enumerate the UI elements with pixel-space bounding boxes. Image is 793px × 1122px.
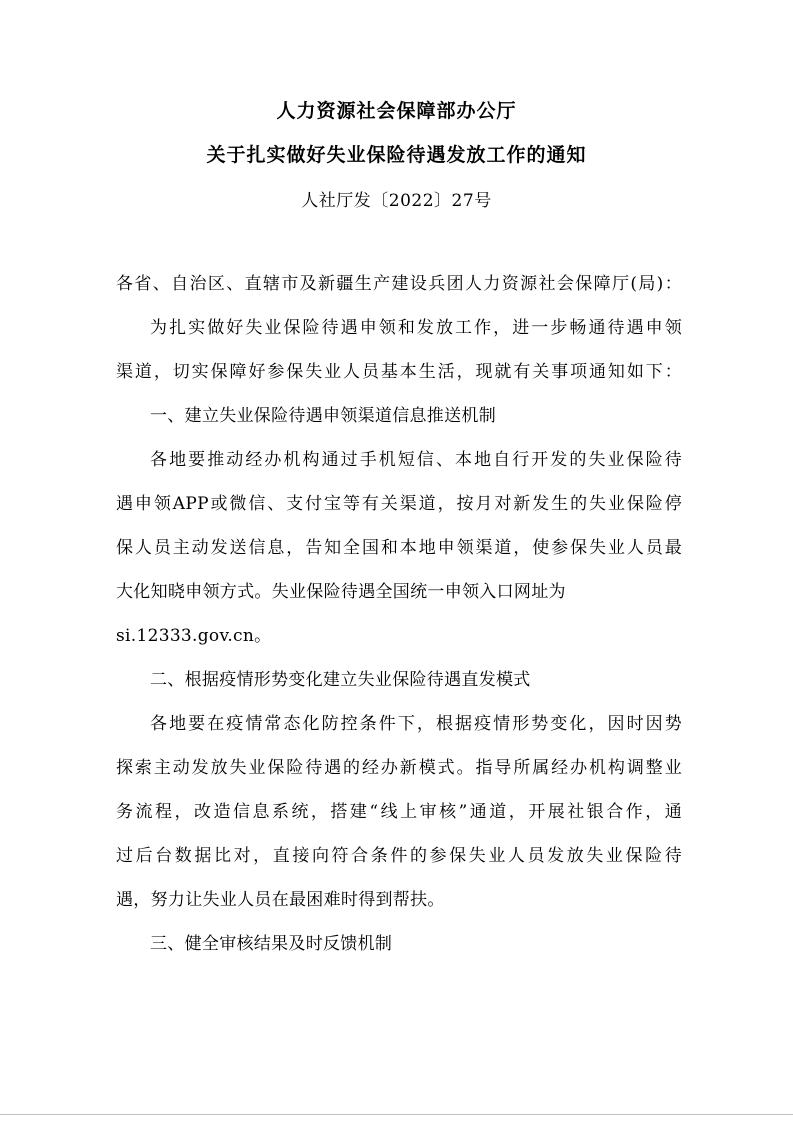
document-title-subject: 关于扎实做好失业保险待遇发放工作的通知 [206,144,587,166]
section-2-line-5: 遇，努力让失业人员在最困难时得到帮扶。 [116,890,445,910]
document-title-issuer: 人力资源社会保障部办公厅 [276,100,517,122]
section-2-line-1: 各地要在疫情常态化防控条件下，根据疫情形势变化，因时因势 [150,714,682,734]
section-2-line-2: 探索主动发放失业保险待遇的经办新模式。指导所属经办机构调整业 [116,758,682,778]
intro-line-1: 为扎实做好失业保险待遇申领和发放工作，进一步畅通待遇申领 [150,318,682,338]
section-1-line-1: 各地要推动经办机构通过手机短信、本地自行开发的失业保险待 [150,450,682,470]
section-2-line-4: 过后台数据比对，直接向符合条件的参保失业人员发放失业保险待 [116,846,682,866]
section-1-line-2: 遇申领APP或微信、支付宝等有关渠道，按月对新发生的失业保险停 [116,494,682,514]
document-number: 人社厅发〔2022〕27号 [301,191,492,211]
section-3-heading: 三、健全审核结果及时反馈机制 [150,934,393,954]
section-2-line-3: 务流程，改造信息系统，搭建“线上审核”通道，开展社银合作，通 [116,802,682,822]
page-bottom-divider [0,1114,793,1115]
section-1-heading: 一、建立失业保险待遇申领渠道信息推送机制 [150,406,496,426]
section-1-line-4: 大化知晓申领方式。失业保险待遇全国统一申领入口网址为 [116,582,566,602]
addressee: 各省、自治区、直辖市及新疆生产建设兵团人力资源社会保障厅(局)： [116,274,682,294]
section-1-url-line: si.12333.gov.cn。 [116,626,272,646]
intro-line-2: 渠道，切实保障好参保失业人员基本生活，现就有关事项通知如下： [116,362,682,382]
section-2-heading: 二、根据疫情形势变化建立失业保险待遇直发模式 [150,670,531,690]
section-1-line-3: 保人员主动发送信息，告知全国和本地申领渠道，使参保失业人员最 [116,538,682,558]
